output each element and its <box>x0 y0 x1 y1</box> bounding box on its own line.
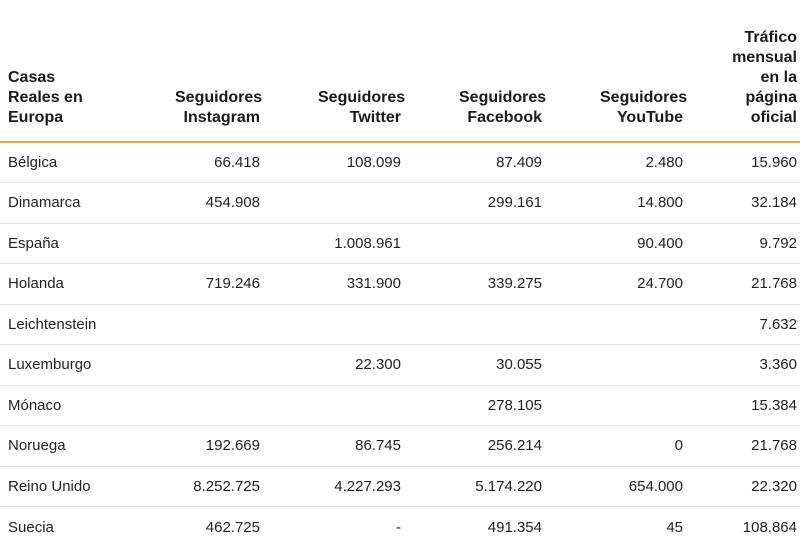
table-row <box>0 142 800 183</box>
cell-facebook: 256.214 <box>404 426 545 467</box>
header-instagram: Seguidores Instagram <box>125 0 263 142</box>
table-row <box>0 223 800 264</box>
cell-twitter: 1.008.961 <box>263 223 404 264</box>
cell-youtube: 14.800 <box>545 183 686 224</box>
cell-traffic: 21.768 <box>686 264 800 305</box>
header-row <box>0 0 800 142</box>
cell-instagram <box>125 304 263 345</box>
cell-traffic: 9.792 <box>686 223 800 264</box>
cell-twitter <box>263 385 404 426</box>
cell-twitter: 108.099 <box>263 142 404 183</box>
cell-country: Leichtenstein <box>0 304 125 345</box>
cell-country: Bélgica <box>0 142 125 183</box>
cell-traffic: 3.360 <box>686 345 800 386</box>
cell-country: España <box>0 223 125 264</box>
cell-traffic: 7.632 <box>686 304 800 345</box>
table-row <box>0 183 800 224</box>
cell-instagram <box>125 345 263 386</box>
cell-instagram: 454.908 <box>125 183 263 224</box>
cell-traffic: 15.384 <box>686 385 800 426</box>
cell-facebook <box>404 223 545 264</box>
cell-youtube: 24.700 <box>545 264 686 305</box>
cell-twitter: - <box>263 507 404 547</box>
table-row <box>0 345 800 386</box>
cell-instagram: 462.725 <box>125 507 263 547</box>
cell-country: Dinamarca <box>0 183 125 224</box>
cell-youtube: 0 <box>545 426 686 467</box>
cell-facebook <box>404 304 545 345</box>
cell-facebook: 30.055 <box>404 345 545 386</box>
cell-facebook: 87.409 <box>404 142 545 183</box>
cell-country: Noruega <box>0 426 125 467</box>
cell-instagram: 719.246 <box>125 264 263 305</box>
cell-facebook: 278.105 <box>404 385 545 426</box>
cell-traffic: 21.768 <box>686 426 800 467</box>
cell-country: Suecia <box>0 507 125 547</box>
cell-country: Luxemburgo <box>0 345 125 386</box>
cell-traffic: 32.184 <box>686 183 800 224</box>
header-facebook: Seguidores Facebook <box>404 0 545 142</box>
cell-youtube: 2.480 <box>545 142 686 183</box>
table-row <box>0 466 800 507</box>
header-twitter: Seguidores Twitter <box>263 0 404 142</box>
cell-traffic: 108.864 <box>686 507 800 547</box>
cell-instagram: 8.252.725 <box>125 466 263 507</box>
table-row <box>0 426 800 467</box>
cell-facebook: 5.174.220 <box>404 466 545 507</box>
cell-twitter: 4.227.293 <box>263 466 404 507</box>
cell-facebook: 299.161 <box>404 183 545 224</box>
table-body <box>0 142 800 547</box>
cell-facebook: 339.275 <box>404 264 545 305</box>
header-traffic: Tráfico mensual en la página oficial <box>686 0 800 142</box>
cell-youtube: 90.400 <box>545 223 686 264</box>
table-row <box>0 264 800 305</box>
cell-traffic: 22.320 <box>686 466 800 507</box>
cell-instagram <box>125 223 263 264</box>
header-country: Casas Reales en Europa <box>0 0 125 142</box>
cell-country: Mónaco <box>0 385 125 426</box>
header-youtube: Seguidores YouTube <box>545 0 686 142</box>
cell-youtube: 654.000 <box>545 466 686 507</box>
cell-twitter <box>263 304 404 345</box>
cell-youtube <box>545 345 686 386</box>
cell-youtube <box>545 385 686 426</box>
cell-instagram: 192.669 <box>125 426 263 467</box>
cell-instagram: 66.418 <box>125 142 263 183</box>
table-header <box>0 0 800 142</box>
cell-country: Holanda <box>0 264 125 305</box>
cell-instagram <box>125 385 263 426</box>
table-row <box>0 385 800 426</box>
cell-country: Reino Unido <box>0 466 125 507</box>
cell-youtube: 45 <box>545 507 686 547</box>
cell-youtube <box>545 304 686 345</box>
cell-twitter: 331.900 <box>263 264 404 305</box>
table-row <box>0 304 800 345</box>
cell-twitter: 86.745 <box>263 426 404 467</box>
cell-facebook: 491.354 <box>404 507 545 547</box>
cell-traffic: 15.960 <box>686 142 800 183</box>
cell-twitter <box>263 183 404 224</box>
cell-twitter: 22.300 <box>263 345 404 386</box>
